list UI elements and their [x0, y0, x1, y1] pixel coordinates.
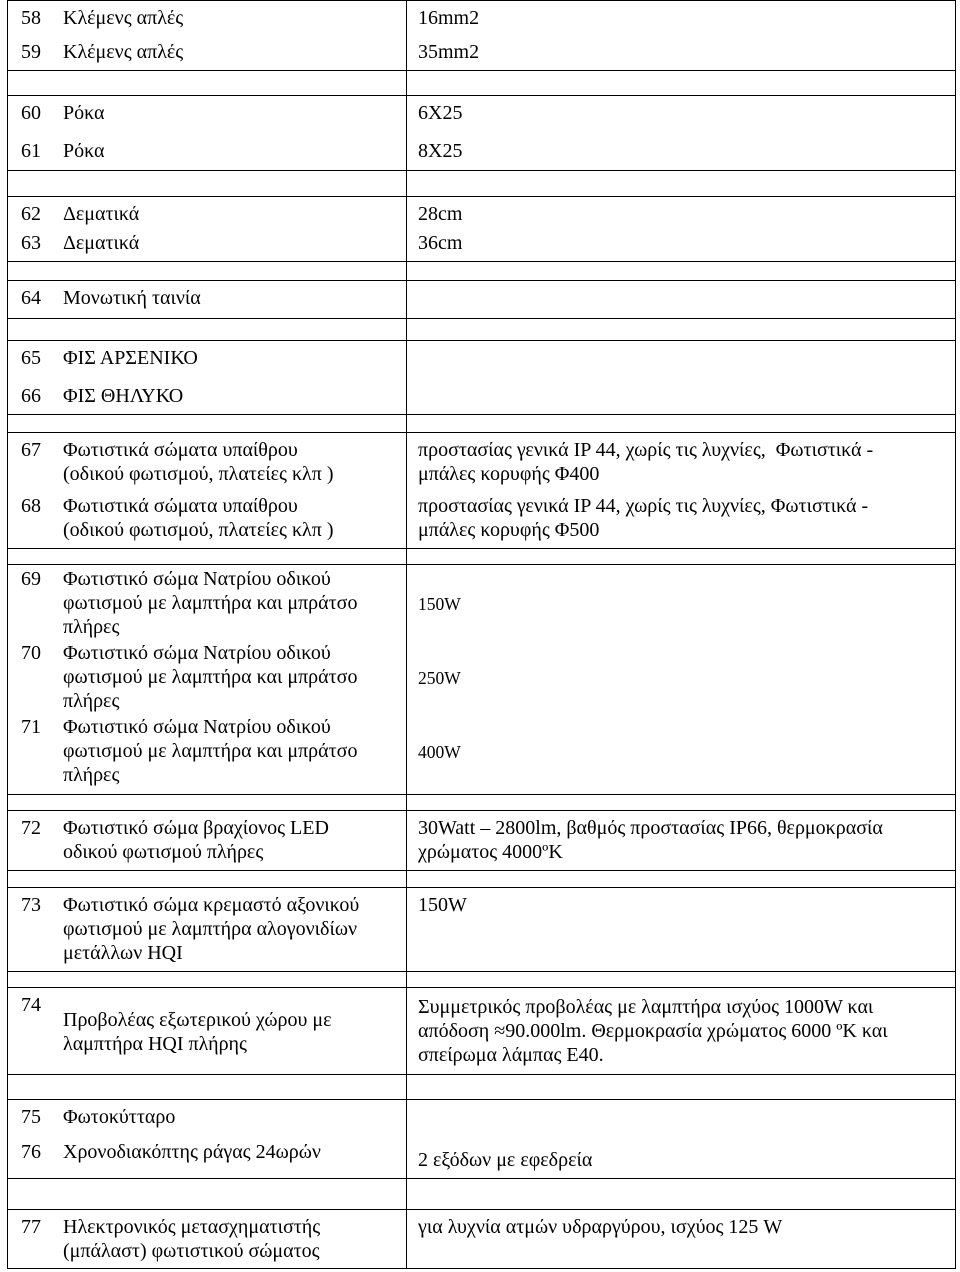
- item-description: Φωτιστικό σώμα κρεμαστό αξονικού φωτισμού με λαμπτήρα αλογονιδίων μετάλλων HQI: [63, 894, 360, 964]
- item-specification: 150W: [418, 894, 467, 916]
- column-divider: [406, 1, 407, 1268]
- item-specification: 250W: [418, 668, 461, 688]
- item-description: ΦΙΣ ΑΡΣΕΝΙΚΟ: [63, 347, 198, 369]
- table-row: [8, 1135, 955, 1178]
- row-separator: [8, 1074, 955, 1100]
- row-separator: [8, 261, 955, 281]
- item-description: Φωτιστικό σώμα Νατρίου οδικού φωτισμού με λαμπτήρα και μπράτσο πλήρες: [63, 642, 358, 712]
- item-specification: 28cm: [418, 203, 463, 225]
- item-specification: [406, 341, 955, 379]
- item-description: Μονωτική ταινία: [63, 287, 201, 309]
- item-specification: προστασίας γενικά IP 44, χωρίς τις λυχνίες, Φωτιστικά - μπάλες κορυφής Φ400: [418, 439, 874, 485]
- item-number: 60: [21, 102, 41, 124]
- item-number: 67: [21, 439, 41, 461]
- table-row: [8, 565, 955, 639]
- item-description: Χρονοδιακόπτης ράγας 24ωρών: [63, 1141, 321, 1163]
- item-number: 69: [21, 568, 41, 590]
- table-row: [8, 281, 955, 318]
- item-specification: 2 εξόδων με εφεδρεία: [418, 1149, 593, 1171]
- table-row: [8, 134, 955, 170]
- table-row: [8, 226, 955, 261]
- item-specification: 150W: [418, 594, 461, 614]
- item-number: 65: [21, 347, 41, 369]
- item-specification: [406, 379, 955, 414]
- item-number: 72: [21, 817, 41, 839]
- item-number: 77: [21, 1216, 41, 1238]
- item-specification: 400W: [418, 742, 461, 762]
- item-number: 66: [21, 385, 41, 407]
- item-description: Κλέμενς απλές: [63, 7, 184, 29]
- item-description: Ρόκα: [63, 140, 105, 162]
- table-row: [8, 988, 955, 1074]
- row-separator: [8, 870, 955, 888]
- item-number: 70: [21, 642, 41, 664]
- item-specification: για λυχνία ατμών υδραργύρου, ισχύος 125 W: [418, 1216, 783, 1238]
- item-number: 59: [21, 41, 41, 63]
- row-separator: [8, 548, 955, 565]
- item-specification: 35mm2: [418, 41, 480, 63]
- table-row: [8, 379, 955, 414]
- item-specification: προστασίας γενικά IP 44, χωρίς τις λυχνίες, Φωτιστικά - μπάλες κορυφής Φ500: [418, 495, 869, 541]
- item-specification: 30Watt – 2800lm, βαθμός προστασίας IP66, θερμοκρασία χρώματος 4000ºK: [418, 817, 883, 863]
- item-number: 64: [21, 287, 41, 309]
- item-number: 76: [21, 1141, 41, 1163]
- item-description: ΦΙΣ ΘΗΛΥΚΟ: [63, 385, 184, 407]
- row-separator: [8, 794, 955, 811]
- row-separator: [8, 318, 955, 341]
- item-description: Φωτιστικό σώμα Νατρίου οδικού φωτισμού με λαμπτήρα και μπράτσο πλήρες: [63, 716, 358, 786]
- table-row: [8, 433, 955, 489]
- item-number: 71: [21, 716, 41, 738]
- table-row: [8, 1, 955, 35]
- table-row: [8, 888, 955, 971]
- table-row: [8, 96, 955, 134]
- row-separator: [8, 1178, 955, 1210]
- item-description: Προβολέας εξωτερικού χώρου με λαμπτήρα HQI πλήρης: [63, 1009, 332, 1055]
- item-description: Ηλεκτρονικός μετασχηματιστής (μπάλαστ) φωτιστικού σώματος: [63, 1216, 321, 1262]
- row-separator: [8, 70, 955, 96]
- item-number: 62: [21, 203, 41, 225]
- item-description: Φωτιστικά σώματα υπαίθρου (οδικού φωτισμού, πλατείες κλπ ): [63, 439, 334, 485]
- row-separator: [8, 414, 955, 433]
- table-row: [8, 1100, 955, 1135]
- item-specification: 36cm: [418, 232, 463, 254]
- row-separator: [8, 170, 955, 197]
- item-number: 73: [21, 894, 41, 916]
- item-description: Φωτιστικό σώμα βραχίονος LED οδικού φωτισμού πλήρες: [63, 817, 329, 863]
- table-row: [8, 639, 955, 713]
- table-row: [8, 489, 955, 548]
- item-number: 61: [21, 140, 41, 162]
- item-specification: 16mm2: [418, 7, 480, 29]
- item-description: Δεματικά: [63, 232, 140, 254]
- item-specification: 6X25: [418, 102, 463, 124]
- item-description: Φωτιστικό σώμα Νατρίου οδικού φωτισμού με λαμπτήρα και μπράτσο πλήρες: [63, 568, 358, 638]
- item-number: 74: [21, 994, 41, 1016]
- item-specification: [406, 281, 955, 318]
- item-number: 58: [21, 7, 41, 29]
- item-number: 68: [21, 495, 41, 517]
- item-description: Ρόκα: [63, 102, 105, 124]
- item-description: Φωτοκύτταρο: [63, 1106, 176, 1128]
- item-number: 75: [21, 1106, 41, 1128]
- items-table: [7, 0, 956, 1269]
- item-specification: 8X25: [418, 140, 463, 162]
- item-description: Φωτιστικά σώματα υπαίθρου (οδικού φωτισμού, πλατείες κλπ ): [63, 495, 334, 541]
- table-row: [8, 35, 955, 70]
- table-row: [8, 811, 955, 870]
- table-row: [8, 713, 955, 794]
- item-specification: [406, 1100, 955, 1135]
- item-description: Δεματικά: [63, 203, 140, 225]
- item-number: 63: [21, 232, 41, 254]
- row-separator: [8, 971, 955, 988]
- table-row: [8, 341, 955, 379]
- item-specification: Συμμετρικός προβολέας με λαμπτήρα ισχύος 1000W και απόδοση ≈90.000lm. Θερμοκρασία χρώματος 6000 ºK και σπείρωμα λάμπας E40.: [418, 996, 888, 1066]
- table-row: [8, 197, 955, 226]
- table-row: [8, 1210, 955, 1268]
- item-description: Κλέμενς απλές: [63, 41, 184, 63]
